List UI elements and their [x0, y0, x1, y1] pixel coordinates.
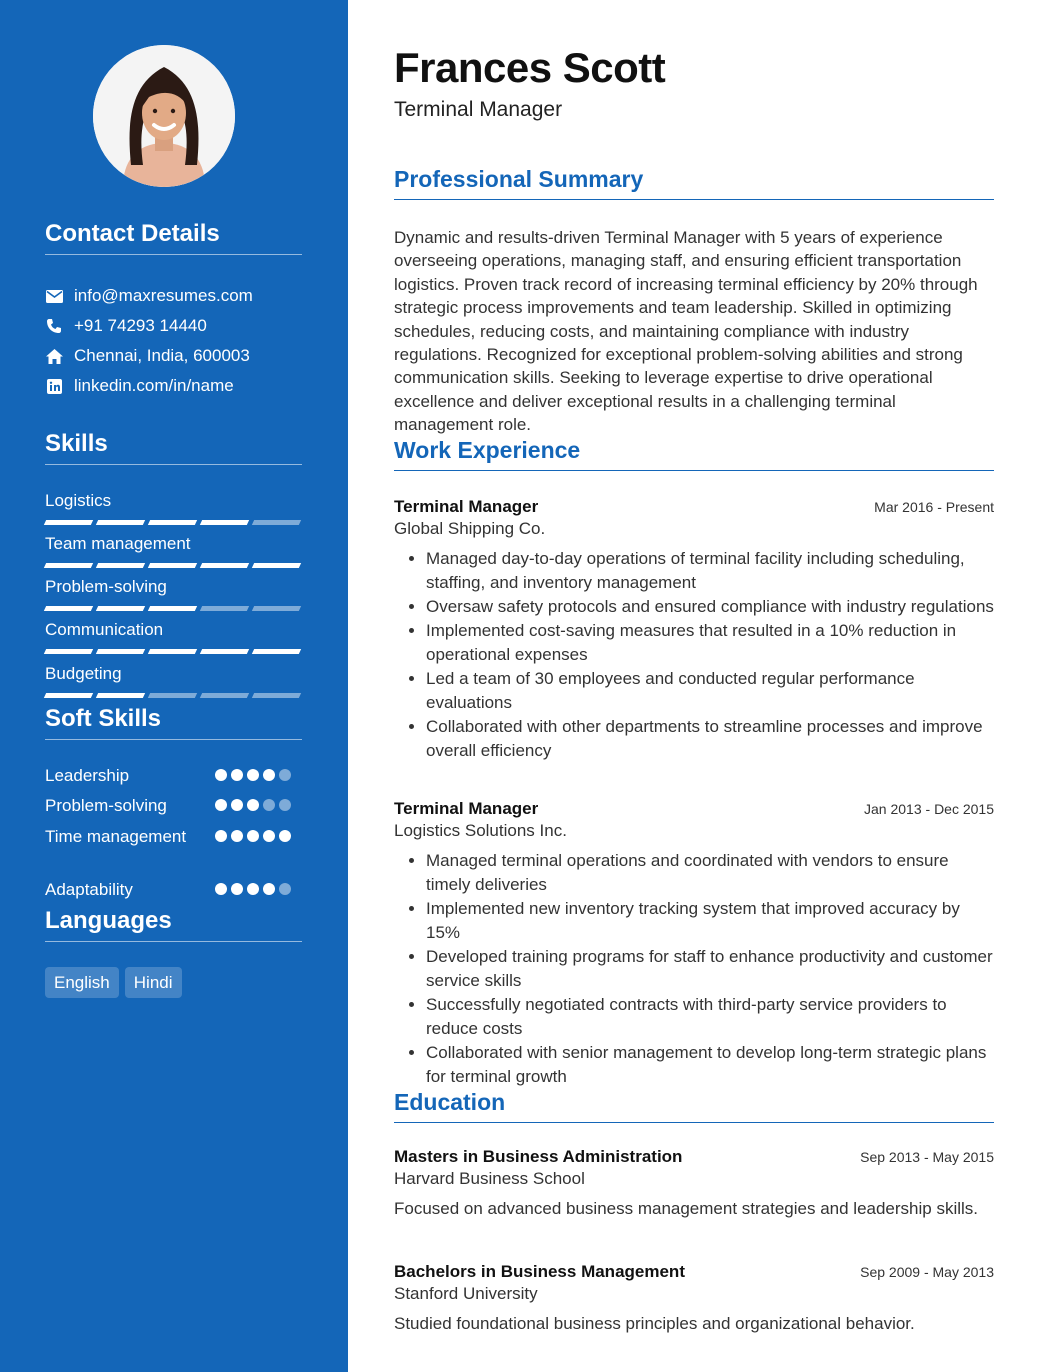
skill-level-segment — [44, 693, 93, 698]
skill-item — [45, 663, 302, 698]
skill-level-segment — [44, 649, 93, 654]
soft-skill-name: Adaptability — [45, 880, 133, 899]
skill-level-bars — [45, 520, 302, 525]
languages-heading: Languages — [45, 907, 302, 942]
soft-skill-dot — [247, 769, 259, 781]
soft-skill-dot — [247, 799, 259, 811]
skill-level-segment — [200, 563, 249, 568]
job-bullet: • Managed day-to-day operations of terminal facility including scheduling, staffing, and inventory management — [426, 547, 994, 595]
contact-details-heading: Contact Details — [45, 220, 302, 255]
summary-heading: Professional Summary — [394, 166, 994, 200]
job-company: Global Shipping Co. — [394, 519, 546, 538]
sidebar — [0, 0, 348, 1372]
soft-skill-item — [45, 825, 305, 849]
avatar — [93, 45, 235, 187]
education-heading: Education — [394, 1089, 994, 1123]
person-name: Frances Scott — [394, 44, 666, 91]
skill-level-bars — [45, 649, 302, 654]
skill-level-segment — [200, 693, 249, 698]
soft-skill-dot — [231, 769, 243, 781]
education-date: Sep 2013 - May 2015 — [860, 1149, 994, 1165]
job-company: Logistics Solutions Inc. — [394, 821, 567, 840]
skill-level-segment — [96, 649, 145, 654]
phone-icon — [45, 317, 63, 335]
job-bullets — [394, 849, 994, 1089]
job-bullet: • Collaborated with other departments to streamline processes and improve overall efficiency — [426, 715, 994, 763]
contact-phone[interactable] — [45, 311, 305, 341]
skill-level-segment — [96, 606, 145, 611]
skill-level-segment — [44, 563, 93, 568]
skills-heading: Skills — [45, 430, 302, 465]
skill-level-segment — [200, 606, 249, 611]
skill-name: Communication — [45, 620, 164, 639]
education-entry — [394, 1147, 994, 1220]
skill-name: Team management — [45, 534, 191, 553]
skill-level-segment — [148, 520, 197, 525]
job-bullet: • Managed terminal operations and coordinated with vendors to ensure timely deliveries — [426, 849, 994, 897]
skill-level-bars — [45, 563, 302, 568]
contact-address — [45, 341, 305, 371]
education-description: Focused on advanced business management strategies and leadership skills. — [394, 1199, 979, 1218]
skill-item — [45, 533, 302, 568]
skill-level-segment — [252, 649, 301, 654]
soft-skill-dots — [215, 883, 293, 895]
profile-photo — [93, 45, 235, 187]
skill-level-segment — [148, 649, 197, 654]
contact-email[interactable] — [45, 281, 305, 311]
degree-title: Masters in Business Administration — [394, 1147, 683, 1166]
skill-level-segment — [44, 606, 93, 611]
soft-skill-name: Leadership — [45, 766, 130, 785]
main-content — [348, 0, 1040, 1372]
skill-level-segment — [96, 693, 145, 698]
skill-name: Problem-solving — [45, 577, 167, 596]
skill-level-segment — [96, 520, 145, 525]
skill-level-segment — [252, 693, 301, 698]
job-bullet: • Developed training programs for staff to enhance productivity and customer service skills — [426, 945, 994, 993]
soft-skill-dot — [247, 830, 259, 842]
skill-level-segment — [252, 563, 301, 568]
person-role: Terminal Manager — [394, 98, 563, 121]
degree-title: Bachelors in Business Management — [394, 1262, 685, 1281]
soft-skill-name: Problem-solving — [45, 796, 167, 815]
education-entry — [394, 1262, 994, 1335]
soft-skill-dot — [279, 883, 291, 895]
skill-level-segment — [148, 693, 197, 698]
job-entry — [394, 799, 994, 1089]
school-name: Stanford University — [394, 1284, 538, 1303]
work-heading: Work Experience — [394, 437, 994, 471]
job-bullet: • Collaborated with senior management to develop long-term strategic plans for terminal growth — [426, 1041, 994, 1089]
job-bullets — [394, 547, 994, 763]
summary-text: Dynamic and results-driven Terminal Manager with 5 years of experience overseeing operations, managing staff, and ensuring efficient transportation logistics. Proven track record of increasing terminal efficiency by 20% through strategic process improvements and team leadership. Skilled in optimizing schedules, reducing costs, and maintaining compliance with industry regulations. Recognized for exceptional problem-solving abilities and strong communication skills. Seeking to leverage expertise to drive operational excellence and deliver exceptional results in a challenging terminal management role. — [394, 228, 978, 435]
contact-email-text: info@maxresumes.com — [74, 286, 253, 305]
education-date: Sep 2009 - May 2013 — [860, 1264, 994, 1280]
soft-skill-item — [45, 764, 305, 788]
soft-skill-dots — [215, 830, 293, 842]
skill-level-bars — [45, 693, 302, 698]
soft-skill-dot — [279, 830, 291, 842]
soft-skill-dot — [279, 799, 291, 811]
contact-linkedin[interactable] — [45, 371, 305, 401]
soft-skill-name: Time management — [45, 827, 187, 846]
skill-level-segment — [44, 520, 93, 525]
skill-name: Budgeting — [45, 664, 122, 683]
skill-item — [45, 490, 302, 525]
job-bullet: • Led a team of 30 employees and conducted regular performance evaluations — [426, 667, 994, 715]
job-bullet: • Implemented cost-saving measures that resulted in a 10% reduction in operational expenses — [426, 619, 994, 667]
soft-skill-dot — [231, 830, 243, 842]
soft-skill-dot — [215, 830, 227, 842]
education-description: Studied foundational business principles and organizational behavior. — [394, 1314, 915, 1333]
soft-skill-dots — [215, 799, 293, 811]
soft-skill-dot — [215, 799, 227, 811]
contact-address-text: Chennai, India, 600003 — [74, 346, 250, 365]
job-date: Jan 2013 - Dec 2015 — [864, 801, 994, 817]
contact-list — [45, 281, 305, 401]
school-name: Harvard Business School — [394, 1169, 585, 1188]
contact-linkedin-text: linkedin.com/in/name — [74, 376, 234, 395]
job-bullet: • Oversaw safety protocols and ensured compliance with industry regulations — [426, 595, 994, 619]
job-bullet: • Implemented new inventory tracking system that improved accuracy by 15% — [426, 897, 994, 945]
linkedin-icon — [45, 377, 63, 395]
language-tag: English — [45, 967, 119, 998]
skill-level-segment — [200, 520, 249, 525]
language-list — [45, 967, 182, 998]
soft-skill-dot — [215, 769, 227, 781]
job-entry — [394, 497, 994, 763]
soft-skill-dot — [263, 769, 275, 781]
job-bullet: • Successfully negotiated contracts with third-party service providers to reduce costs — [426, 993, 994, 1041]
home-icon — [45, 347, 63, 365]
soft-skill-dots — [215, 769, 293, 781]
soft-skill-dot — [263, 883, 275, 895]
language-tag: Hindi — [125, 967, 182, 998]
soft-skill-dot — [215, 883, 227, 895]
job-title: Terminal Manager — [394, 497, 539, 516]
soft-skill-dot — [263, 799, 275, 811]
skill-item — [45, 619, 302, 654]
skill-level-segment — [252, 520, 301, 525]
soft-skill-dot — [231, 799, 243, 811]
soft-skill-dot — [231, 883, 243, 895]
skill-level-segment — [200, 649, 249, 654]
soft-skill-dot — [279, 769, 291, 781]
skill-name: Logistics — [45, 491, 112, 510]
envelope-icon — [45, 287, 63, 305]
job-date: Mar 2016 - Present — [874, 499, 994, 515]
skill-level-segment — [148, 606, 197, 611]
job-title: Terminal Manager — [394, 799, 539, 818]
skill-level-segment — [252, 606, 301, 611]
soft-skill-item — [45, 794, 305, 818]
soft-skills-heading: Soft Skills — [45, 705, 302, 740]
soft-skill-dot — [263, 830, 275, 842]
contact-phone-text: +91 74293 14440 — [74, 316, 207, 335]
soft-skill-dot — [247, 883, 259, 895]
skill-level-bars — [45, 606, 302, 611]
skill-item — [45, 576, 302, 611]
skill-level-segment — [96, 563, 145, 568]
skill-level-segment — [148, 563, 197, 568]
soft-skill-item — [45, 878, 305, 902]
